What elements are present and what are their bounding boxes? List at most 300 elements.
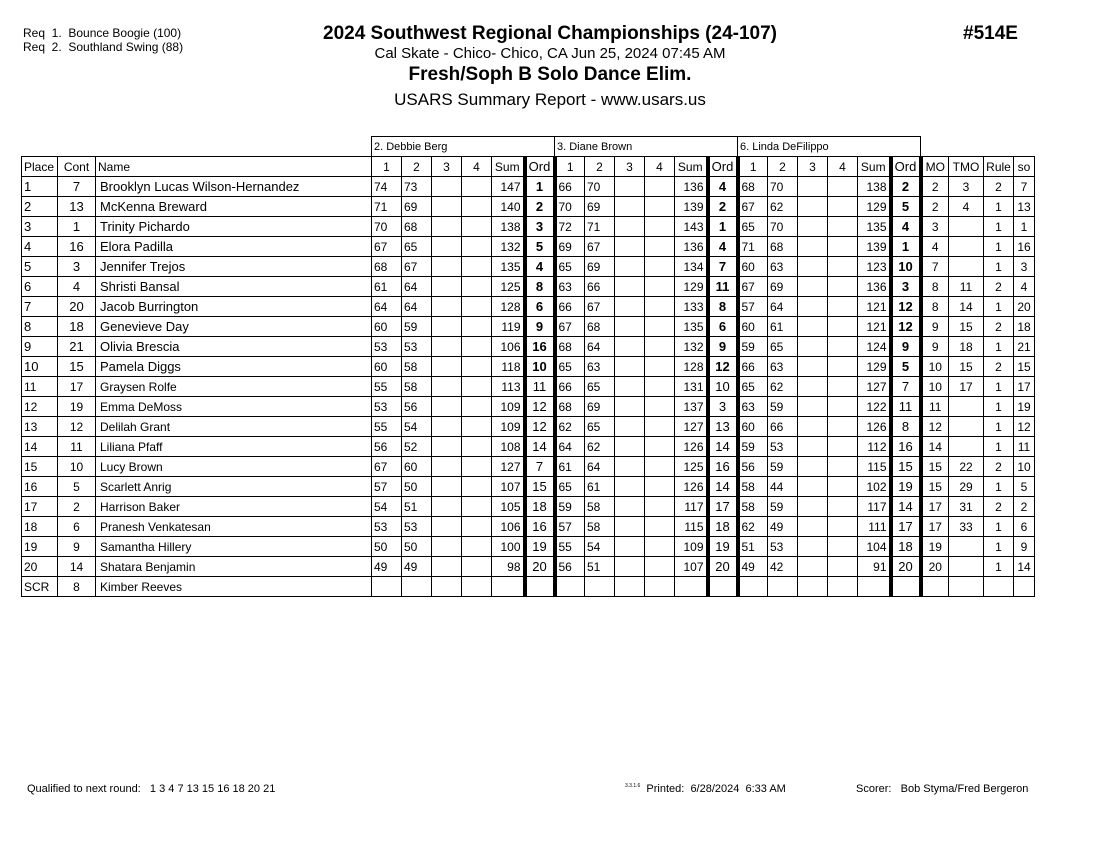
judge-score-4-cell [828,477,858,497]
judge-ordinal-cell: 11 [708,277,738,297]
judge-score-4-cell [462,517,492,537]
judge-score-2-cell: 64 [585,457,615,477]
skater-name-cell: Trinity Pichardo [96,217,372,237]
judge-sum-cell: 123 [858,257,891,277]
col-header-sum: Sum [675,157,708,177]
judge-score-1-cell: 64 [555,437,585,457]
judge-score-2-cell: 69 [585,197,615,217]
results-table [21,136,1035,597]
judge-ordinal-cell: 11 [525,377,555,397]
judge-score-3-cell [432,177,462,197]
judge-score-2-cell: 67 [402,257,432,277]
col-header-sum: Sum [858,157,891,177]
judge-ordinal-cell: 8 [525,277,555,297]
judge-score-1-cell: 53 [372,517,402,537]
rule-cell: 2 [984,317,1014,337]
judge-score-1-cell: 57 [555,517,585,537]
competition-title: 2024 Southwest Regional Championships (24-107) [323,23,777,44]
start-order-cell: 15 [1014,357,1035,377]
judge-score-3-cell [615,317,645,337]
result-row [22,257,1035,277]
rule-cell: 1 [984,537,1014,557]
judge-score-1-cell: 67 [738,197,768,217]
judge-score-2-cell: 64 [402,297,432,317]
judge-score-3-cell [432,437,462,457]
skater-name-cell: Shatara Benjamin [96,557,372,577]
judge-ordinal-cell: 9 [891,337,921,357]
col-header-mo: MO [921,157,949,177]
judge-ordinal-cell: 7 [708,257,738,277]
skater-name-cell: Graysen Rolfe [96,377,372,397]
judge-score-3-cell [432,377,462,397]
total-majority-ordinal-cell: 15 [949,357,984,377]
judge-score-2-cell: 49 [402,557,432,577]
judge-score-3-cell [432,257,462,277]
place-cell: 5 [22,257,58,277]
judge-ordinal-cell: 14 [525,437,555,457]
rule-cell: 2 [984,277,1014,297]
judge-score-3-cell [798,177,828,197]
report-title: USARS Summary Report - www.usars.us [394,90,706,109]
judge-score-3-cell [615,517,645,537]
start-order-cell: 2 [1014,497,1035,517]
judge-score-1-cell: 63 [555,277,585,297]
total-majority-ordinal-cell: 14 [949,297,984,317]
start-order-cell: 10 [1014,457,1035,477]
judge-score-3-cell [798,477,828,497]
judge-sum-cell: 122 [858,397,891,417]
judge-ordinal-cell: 11 [891,397,921,417]
contestant-number-cell: 9 [58,537,96,557]
judge-score-4-cell [828,197,858,217]
contestant-number-cell: 12 [58,417,96,437]
judge-score-1-cell: 61 [555,457,585,477]
judge-score-3-cell [798,237,828,257]
judge-score-1-cell [372,577,402,597]
start-order-cell: 17 [1014,377,1035,397]
judge-sum-cell: 127 [492,457,525,477]
judge-ordinal-cell [525,577,555,597]
start-order-cell: 13 [1014,197,1035,217]
judge-score-3-cell [615,417,645,437]
judge-score-2-cell: 53 [768,537,798,557]
judge-score-1-cell: 67 [738,277,768,297]
judge-ordinal-cell: 19 [525,537,555,557]
skater-name-cell: Lucy Brown [96,457,372,477]
judge-score-2-cell: 62 [585,437,615,457]
judge-score-3-cell [615,197,645,217]
judge-ordinal-cell: 10 [525,357,555,377]
judge-score-2-cell: 66 [585,277,615,297]
start-order-cell: 14 [1014,557,1035,577]
judge-score-4-cell [828,377,858,397]
judge-score-1-cell: 64 [372,297,402,317]
judge-score-4-cell [462,217,492,237]
majority-ordinal-cell: 15 [921,457,949,477]
judge-score-2-cell: 69 [402,197,432,217]
judge-score-3-cell [798,317,828,337]
judge-ordinal-cell: 12 [525,417,555,437]
judge-sum-cell: 117 [858,497,891,517]
judge-score-1-cell: 55 [372,417,402,437]
place-cell: 11 [22,377,58,397]
judge-score-1-cell: 55 [372,377,402,397]
event-title: Fresh/Soph B Solo Dance Elim. [408,64,692,85]
judge-score-4-cell [828,457,858,477]
judge-score-2-cell: 42 [768,557,798,577]
result-row [22,357,1035,377]
place-cell: 6 [22,277,58,297]
judge-score-1-cell: 67 [555,317,585,337]
judge-score-4-cell [828,397,858,417]
judge-score-3-cell [432,517,462,537]
judge-score-3-cell [432,357,462,377]
judge-score-3-cell [798,437,828,457]
judge-score-4-cell [828,557,858,577]
judge-score-3-cell [615,577,645,597]
judge-sum-cell: 138 [858,177,891,197]
judge-ordinal-cell: 6 [525,297,555,317]
judge-2-name: 3. Diane Brown [555,137,738,157]
judge-sum-cell: 133 [675,297,708,317]
majority-ordinal-cell: 9 [921,317,949,337]
judge-score-1-cell: 70 [555,197,585,217]
judge-sum-cell: 109 [675,537,708,557]
judge-score-2-cell: 61 [585,477,615,497]
judge-score-1-cell: 68 [372,257,402,277]
skater-name-cell: Pamela Diggs [96,357,372,377]
judge-score-1-cell: 61 [372,277,402,297]
total-majority-ordinal-cell: 3 [949,177,984,197]
col-header-ord: Ord [708,157,738,177]
judge-3-name: 6. Linda DeFilippo [738,137,921,157]
judge-score-1-cell: 69 [555,237,585,257]
judge-score-2-cell: 44 [768,477,798,497]
total-majority-ordinal-cell: 17 [949,377,984,397]
total-majority-ordinal-cell [949,557,984,577]
judge-score-4-cell [645,357,675,377]
contestant-number-cell: 6 [58,517,96,537]
judge-ordinal-cell: 15 [525,477,555,497]
judge-score-1-cell: 65 [738,217,768,237]
majority-ordinal-cell: 8 [921,277,949,297]
total-majority-ordinal-cell: 18 [949,337,984,357]
judge-sum-cell: 127 [858,377,891,397]
majority-ordinal-cell: 19 [921,537,949,557]
judge-score-1-cell: 60 [738,417,768,437]
skater-name-cell: Olivia Brescia [96,337,372,357]
judge-score-3-cell [615,437,645,457]
majority-ordinal-cell: 3 [921,217,949,237]
start-order-cell: 4 [1014,277,1035,297]
rule-cell: 1 [984,377,1014,397]
judge-score-3-cell [432,557,462,577]
requirement-1: Req 1. Bounce Boogie (100) [23,26,182,40]
place-cell: 1 [22,177,58,197]
judge-score-4-cell [462,497,492,517]
judge-score-4-cell [462,317,492,337]
place-cell: 8 [22,317,58,337]
qualified-footer [27,783,275,795]
judge-score-2-cell: 54 [402,417,432,437]
total-majority-ordinal-cell [949,437,984,457]
judge-score-3-cell [615,177,645,197]
judge-ordinal-cell: 18 [891,537,921,557]
judge-score-4-cell [828,317,858,337]
judge-score-3-cell [615,477,645,497]
contestant-number-cell: 2 [58,497,96,517]
judge-score-2-cell: 67 [585,297,615,317]
judge-score-2-cell: 58 [585,517,615,537]
judge-score-2-cell: 51 [585,557,615,577]
judge-ordinal-cell: 3 [525,217,555,237]
judge-sum-cell: 109 [492,417,525,437]
place-cell: 16 [22,477,58,497]
total-majority-ordinal-cell [949,417,984,437]
contestant-number-cell: 16 [58,237,96,257]
judge-score-1-cell: 68 [555,397,585,417]
judge-sum-cell: 135 [675,317,708,337]
col-header-score-3: 3 [615,157,645,177]
judge-score-1-cell: 66 [555,297,585,317]
judge-score-2-cell: 65 [402,237,432,257]
judge-score-4-cell [462,257,492,277]
judge-sum-cell: 112 [858,437,891,457]
col-header-ord: Ord [525,157,555,177]
judge-sum-cell: 100 [492,537,525,557]
judge-score-3-cell [798,537,828,557]
rule-cell: 1 [984,297,1014,317]
rule-cell: 2 [984,357,1014,377]
judge-score-1-cell: 72 [555,217,585,237]
judge-score-3-cell [432,337,462,357]
scorer-footer: Scorer: Bob Styma/Fred Bergeron [856,783,1029,795]
judge-score-4-cell [645,337,675,357]
total-majority-ordinal-cell [949,397,984,417]
judge-score-4-cell [645,217,675,237]
result-row [22,317,1035,337]
place-cell: 12 [22,397,58,417]
result-row [22,537,1035,557]
judge-score-2-cell: 70 [768,217,798,237]
judge-score-4-cell [645,297,675,317]
judge-score-1-cell: 70 [372,217,402,237]
judge-ordinal-cell: 1 [708,217,738,237]
judge-ordinal-cell: 17 [891,517,921,537]
judge-sum-cell: 91 [858,557,891,577]
qualified-label: Qualified to next round: [27,783,141,795]
place-cell: SCR [22,577,58,597]
judge-score-3-cell [432,317,462,337]
skater-name-cell: Pranesh Venkatesan [96,517,372,537]
judge-ordinal-cell: 19 [891,477,921,497]
judge-sum-cell: 135 [858,217,891,237]
start-order-cell: 5 [1014,477,1035,497]
skater-name-cell: Elora Padilla [96,237,372,257]
judge-score-2-cell: 68 [585,317,615,337]
judge-score-1-cell: 67 [372,237,402,257]
judge-ordinal-cell: 18 [525,497,555,517]
judge-score-4-cell [462,357,492,377]
judge-sum-cell: 136 [858,277,891,297]
result-row [22,497,1035,517]
result-row [22,577,1035,597]
judge-sum-cell: 124 [858,337,891,357]
judge-score-2-cell: 63 [585,357,615,377]
judge-ordinal-cell: 2 [525,197,555,217]
judge-score-2-cell: 73 [402,177,432,197]
judge-ordinal-cell: 16 [708,457,738,477]
judge-score-2-cell: 62 [768,377,798,397]
judge-score-3-cell [615,537,645,557]
judge-ordinal-cell: 3 [708,397,738,417]
judge-score-4-cell [645,177,675,197]
requirements [23,26,183,54]
contestant-number-cell: 8 [58,577,96,597]
judge-ordinal-cell: 5 [891,197,921,217]
judge-score-2-cell: 68 [768,237,798,257]
col-header-score-4: 4 [645,157,675,177]
judge-score-2-cell: 60 [402,457,432,477]
judge-ordinal-cell: 1 [525,177,555,197]
judge-ordinal-cell: 20 [891,557,921,577]
judge-score-1-cell: 50 [372,537,402,557]
judge-score-4-cell [645,197,675,217]
judge-score-4-cell [828,417,858,437]
rule-cell: 1 [984,237,1014,257]
judge-ordinal-cell: 4 [708,177,738,197]
total-majority-ordinal-cell [949,577,984,597]
judge-score-2-cell: 51 [402,497,432,517]
judge-score-4-cell [828,577,858,597]
judge-ordinal-cell: 20 [708,557,738,577]
judge-score-4-cell [645,397,675,417]
judge-score-3-cell [798,337,828,357]
result-row [22,557,1035,577]
judge-score-2-cell: 66 [768,417,798,437]
skater-name-cell: Kimber Reeves [96,577,372,597]
judge-score-4-cell [462,477,492,497]
skater-name-cell: Samantha Hillery [96,537,372,557]
place-cell: 9 [22,337,58,357]
judge-sum-cell: 111 [858,517,891,537]
contestant-number-cell: 1 [58,217,96,237]
majority-ordinal-cell: 20 [921,557,949,577]
judge-ordinal-cell: 14 [708,477,738,497]
judge-sum-cell: 129 [858,197,891,217]
judge-score-3-cell [798,517,828,537]
judge-ordinal-cell: 7 [891,377,921,397]
judge-sum-cell: 115 [675,517,708,537]
judge-sum-cell: 105 [492,497,525,517]
judge-score-1-cell: 57 [372,477,402,497]
total-majority-ordinal-cell [949,537,984,557]
judge-score-3-cell [615,277,645,297]
judge-score-4-cell [462,397,492,417]
judge-score-1-cell: 56 [555,557,585,577]
judge-score-4-cell [462,277,492,297]
skater-name-cell: Shristi Bansal [96,277,372,297]
judge-score-4-cell [645,477,675,497]
judge-score-2-cell: 58 [402,377,432,397]
contestant-number-cell: 14 [58,557,96,577]
place-cell: 10 [22,357,58,377]
col-header-score-4: 4 [828,157,858,177]
event-number: #514E [963,23,1018,44]
contestant-number-cell: 18 [58,317,96,337]
majority-ordinal-cell: 8 [921,297,949,317]
judge-score-1-cell: 62 [738,517,768,537]
judge-score-1-cell: 53 [372,337,402,357]
total-majority-ordinal-cell: 31 [949,497,984,517]
total-majority-ordinal-cell [949,257,984,277]
judge-score-3-cell [615,337,645,357]
judge-score-2-cell: 69 [768,277,798,297]
judge-sum-cell: 128 [492,297,525,317]
judge-score-4-cell [828,297,858,317]
col-header-score-1: 1 [372,157,402,177]
skater-name-cell: Brooklyn Lucas Wilson-Hernandez [96,177,372,197]
judge-sum-cell: 139 [675,197,708,217]
total-majority-ordinal-cell: 15 [949,317,984,337]
place-cell: 17 [22,497,58,517]
judge-score-1-cell: 54 [372,497,402,517]
place-cell: 3 [22,217,58,237]
judge-score-2-cell: 53 [768,437,798,457]
judge-score-2-cell: 64 [402,277,432,297]
judge-score-1-cell: 65 [555,477,585,497]
skater-name-cell: Harrison Baker [96,497,372,517]
judge-ordinal-cell: 12 [525,397,555,417]
contestant-number-cell: 3 [58,257,96,277]
judge-score-4-cell [462,237,492,257]
col-header-score-2: 2 [402,157,432,177]
col-header-score-3: 3 [798,157,828,177]
judge-score-3-cell [798,457,828,477]
total-majority-ordinal-cell: 29 [949,477,984,497]
judge-score-1-cell: 71 [738,237,768,257]
col-header-name: Name [96,157,372,177]
skater-name-cell: Liliana Pfaff [96,437,372,457]
judge-score-2-cell: 58 [585,497,615,517]
judge-score-2-cell: 53 [402,337,432,357]
judge-score-1-cell: 59 [555,497,585,517]
judge-score-4-cell [645,237,675,257]
judge-ordinal-cell: 7 [525,457,555,477]
rule-cell: 2 [984,457,1014,477]
judge-score-1-cell: 60 [738,257,768,277]
judge-sum-cell: 132 [492,237,525,257]
contestant-number-cell: 4 [58,277,96,297]
place-cell: 20 [22,557,58,577]
rule-cell: 2 [984,177,1014,197]
judge-score-1-cell: 66 [555,177,585,197]
judge-score-3-cell [615,237,645,257]
rule-cell: 1 [984,477,1014,497]
contestant-number-cell: 21 [58,337,96,357]
result-row [22,277,1035,297]
judge-score-1-cell: 65 [555,357,585,377]
judge-score-2-cell: 50 [402,477,432,497]
result-row [22,437,1035,457]
start-order-cell: 1 [1014,217,1035,237]
judge-ordinal-cell: 16 [891,437,921,457]
judge-ordinal-cell: 3 [891,277,921,297]
rule-cell: 1 [984,517,1014,537]
judge-score-4-cell [645,417,675,437]
col-header-score-4: 4 [462,157,492,177]
judge-score-4-cell [462,457,492,477]
